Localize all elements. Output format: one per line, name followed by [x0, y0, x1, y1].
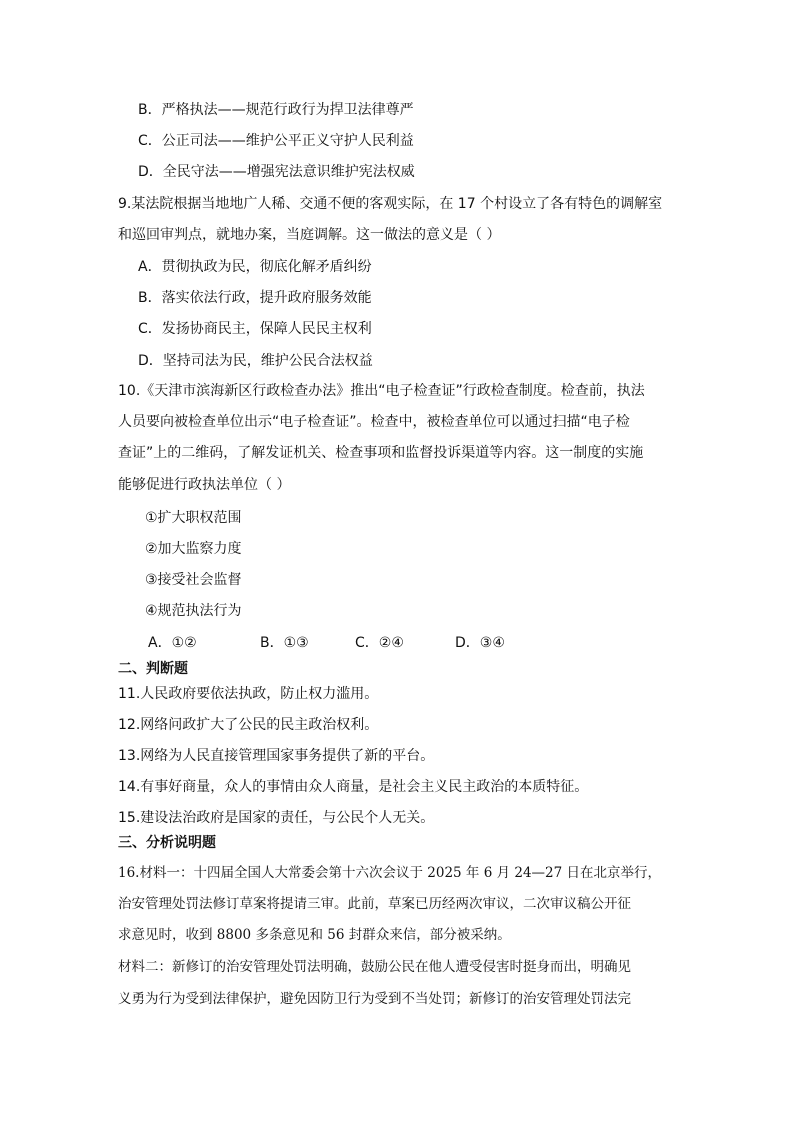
q9-stem-line1: 9.某法院根据当地地广人稀、交通不便的客观实际，在 17 个村设立了各有特色的调解室 [118, 196, 663, 212]
q10-option-b: B．①③ [260, 635, 309, 651]
q10-stem-line4: 能够促进行政执法单位（ ） [118, 477, 291, 493]
q8-option-d: D．全民守法——增强宪法意识维护宪法权威 [138, 164, 415, 180]
material2-line2: 义勇为行为受到法律保护，避免因防卫行为受到不当处罚；新修订的治安管理处罚法完 [118, 991, 631, 1007]
q11: 11.人民政府要依法执政，防止权力滥用。 [118, 686, 379, 702]
q8-option-c: C．公正司法——维护公平正义守护人民利益 [138, 133, 414, 149]
q10-item-1: ①扩大职权范围 [145, 510, 242, 526]
section-heading-analysis: 三、分析说明题 [118, 835, 216, 851]
q10-item-3: ③接受社会监督 [145, 572, 242, 588]
q10-item-2: ②加大监察力度 [145, 541, 242, 557]
q10-item-4: ④规范执法行为 [145, 603, 242, 619]
q9-stem-line2: 和巡回审判点，就地办案，当庭调解。这一做法的意义是（ ） [118, 227, 501, 243]
q15: 15.建设法治政府是国家的责任，与公民个人无关。 [118, 810, 435, 826]
q12: 12.网络问政扩大了公民的民主政治权利。 [118, 717, 379, 733]
q13: 13.网络为人民直接管理国家事务提供了新的平台。 [118, 748, 435, 764]
q9-option-b: B．落实依法行政，提升政府服务效能 [138, 290, 372, 306]
section-heading-judgment: 二、判断题 [118, 661, 188, 677]
q8-option-b: B．严格执法——规范行政行为捍卫法律尊严 [138, 102, 414, 118]
q10-option-a: A．①② [148, 635, 197, 651]
q10-options-row [0, 634, 794, 652]
q10-stem-line3: 查证”上的二维码，了解发证机关、检查事项和监督投诉渠道等内容。这一制度的实施 [118, 445, 644, 461]
q9-option-a: A．贯彻执政为民，彻底化解矛盾纠纷 [138, 259, 372, 275]
q9-option-c: C．发扬协商民主，保障人民民主权利 [138, 321, 372, 337]
material2-line1: 材料二：新修订的治安管理处罚法明确，鼓励公民在他人遭受侵害时挺身而出，明确见 [118, 959, 631, 975]
material1-line2: 治安管理处罚法修订草案将提请三审。此前，草案已历经两次审议，二次审议稿公开征 [118, 896, 631, 912]
q10-stem-line1: 10.《天津市滨海新区行政检查办法》推出“电子检查证”行政检查制度。检查前，执法 [118, 383, 645, 399]
q14: 14.有事好商量，众人的事情由众人商量，是社会主义民主政治的本质特征。 [118, 779, 589, 795]
material1-line3: 求意见时，收到 8800 多条意见和 56 封群众来信，部分被采纳。 [118, 927, 511, 943]
material1-line1: 16.材料一：十四届全国人大常委会第十六次会议于 2025 年 6 月 24—27 日在北京举行， [118, 865, 662, 881]
q9-option-d: D．坚持司法为民，维护公民合法权益 [138, 353, 373, 369]
q10-stem-line2: 人员要向被检查单位出示“电子检查证”。检查中，被检查单位可以通过扫描“电子检 [118, 414, 630, 430]
q10-option-d: D．③④ [455, 635, 505, 651]
q10-option-c: C．②④ [355, 635, 404, 651]
